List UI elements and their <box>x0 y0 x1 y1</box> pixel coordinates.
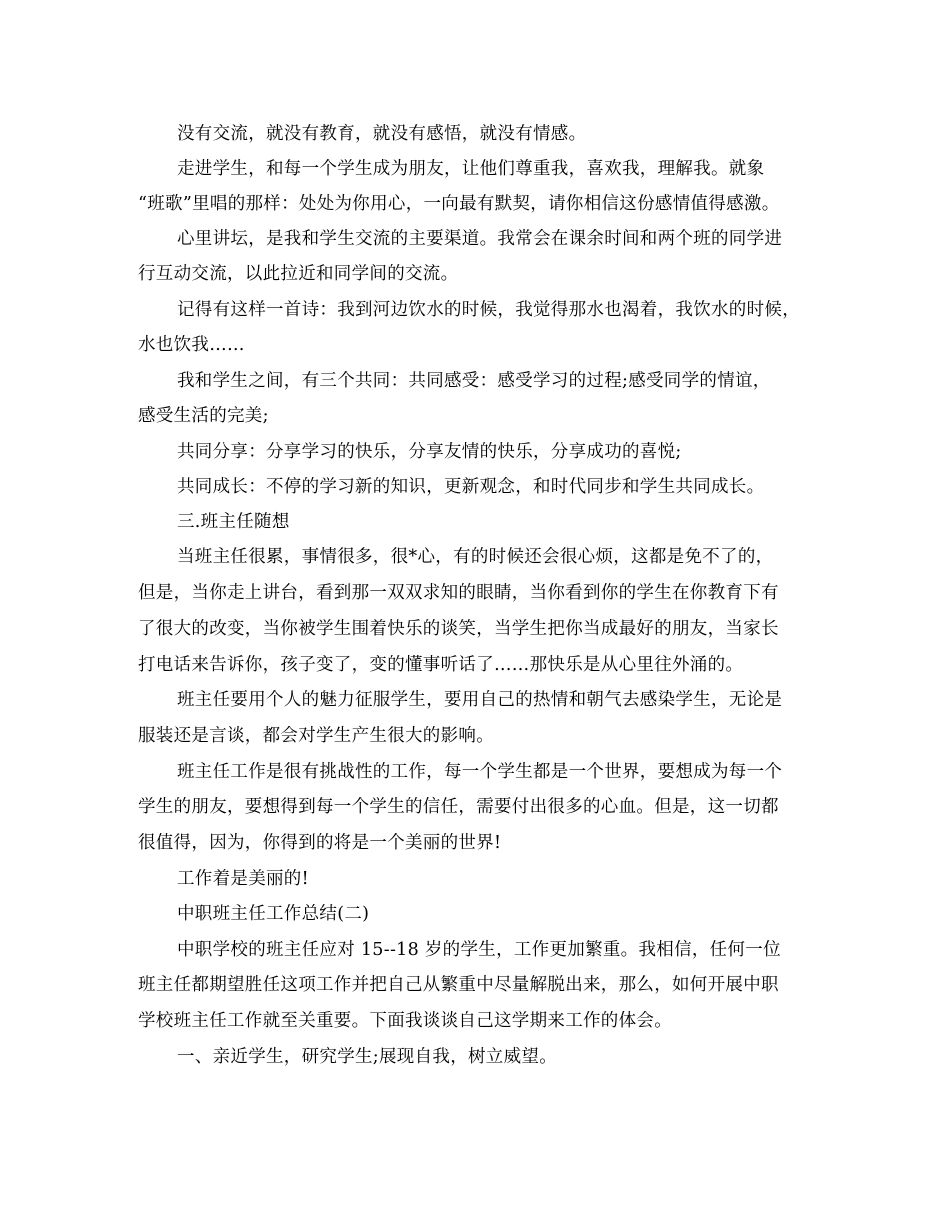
text-line: 记得有这样一首诗：我到河边饮水的时候，我觉得那水也渴着，我饮水的时候， <box>177 300 800 320</box>
text-line: 服装还是言谈，都会对学生产生很大的影响。 <box>138 726 494 746</box>
text-line: “班歌”里唱的那样：处处为你用心，一向最有默契，请你相信这份感情值得感激。 <box>138 194 780 214</box>
text-line: 水也饮我…… <box>138 335 245 355</box>
section-heading: 三.班主任随想 <box>177 512 290 532</box>
text-line: 心里讲坛，是我和学生交流的主要渠道。我常会在课余时间和两个班的同学进 <box>177 229 783 249</box>
text-line: 很值得，因为，你得到的将是一个美丽的世界! <box>138 833 502 853</box>
text-line: 共同成长：不停的学习新的知识，更新观念，和时代同步和学生共同成长。 <box>177 477 765 497</box>
text-line: 走进学生，和每一个学生成为朋友，让他们尊重我，喜欢我，理解我。就象 <box>177 159 765 179</box>
text-line: 工作着是美丽的! <box>177 869 309 889</box>
text-line: 班主任工作是很有挑战性的工作，每一个学生都是一个世界，要想成为每一个 <box>177 762 783 782</box>
text-line: 中职学校的班主任应对 15--18 岁的学生，工作更加繁重。我相信，任何一位 <box>177 940 781 960</box>
text-line: 行互动交流，以此拉近和同学间的交流。 <box>138 264 459 284</box>
text-line: 感受生活的完美; <box>138 406 269 426</box>
text-line: 当班主任很累，事情很多，很*心，有的时候还会很心烦，这都是免不了的， <box>177 547 774 567</box>
text-line: 班主任要用个人的魅力征服学生，要用自己的热情和朝气去感染学生，无论是 <box>177 690 783 710</box>
text-line: 共同分享：分享学习的快乐，分享友情的快乐，分享成功的喜悦; <box>177 442 682 462</box>
text-line: 学生的朋友，要想得到每一个学生的信任，需要付出很多的心血。但是，这一切都 <box>138 797 779 817</box>
text-line: 没有交流，就没有教育，就没有感悟，就没有情感。 <box>177 124 587 144</box>
text-line: 打电话来告诉你，孩子变了，变的懂事听话了……那快乐是从心里往外涌的。 <box>138 655 744 675</box>
text-line: 班主任都期望胜任这项工作并把自己从繁重中尽量解脱出来，那么，如何开展中职 <box>138 975 779 995</box>
section-heading: 中职班主任工作总结(二) <box>177 904 370 924</box>
text-line: 了很大的改变，当你被学生围着快乐的谈笑，当学生把你当成最好的朋友，当家长 <box>138 619 779 639</box>
text-line: 但是，当你走上讲台，看到那一双双求知的眼睛，当你看到你的学生在你教育下有 <box>138 583 779 603</box>
text-line: 我和学生之间，有三个共同：共同感受：感受学习的过程;感受同学的情谊， <box>177 371 771 391</box>
section-heading: 一、亲近学生，研究学生;展现自我，树立威望。 <box>177 1047 557 1067</box>
text-line: 学校班主任工作就至关重要。下面我谈谈自己这学期来工作的体会。 <box>138 1011 672 1031</box>
